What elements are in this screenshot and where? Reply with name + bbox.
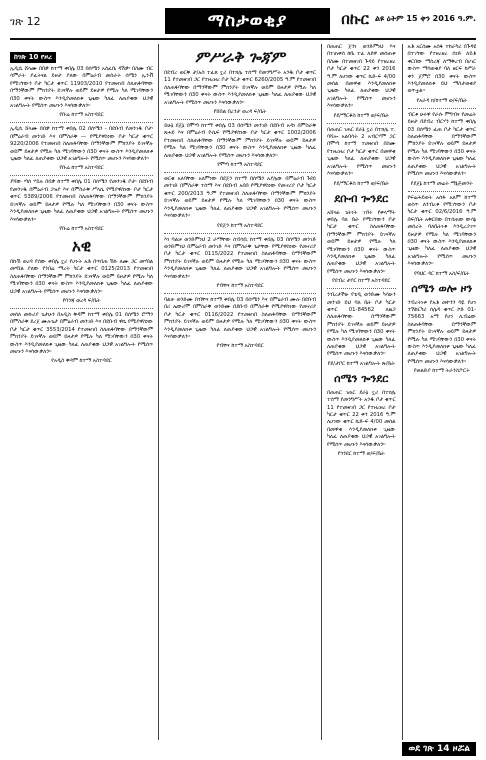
notice-signature: የሞጣ ከተማ አስተዳደር [217,162,263,169]
region-heading: ምሥራቅ ጐጃም [195,48,285,66]
notice-text: ወርቁ አለባቸው አለምነው በደጀን ከተማ በሰሜን አያሌው በምዕራብ ጉደይ መንገድ በምስራቅ ተሰማ እና በደቡብ አበበ የሚያዋስነው የመኖሪያ ቦታ ካርታ ቁጥር 200/2013 ዓ.ም የተመዘገበ ስለጠፋባቸው በማንኛውም ምክንያት ይገናኛሉ ወይም ይዞታዎ የሚሉ ካለ ሚገባቸውን በ30 ቀናት ውስጥ እንዲያመለክቱ ጊዜው ካለፈ ለጠያቂው ህጋዊ አገልግሎት የሚሰጥ መሆኑን እናሳውቃለን። [164,176,316,220]
divider [327,123,396,124]
continued-to-tag: ወደ ገጽ 14 ዞሯል [402,742,476,756]
column-2 [158,44,322,740]
notice-text: ንብረትነቱ የአቶ መኮንን ባዬ የሆነ ተሽከርካሪ ሰሌዳ ቁጥር ኮድ 01-75663 አማ የሆነ ሊብሬው ስለጠፋባቸው በማንኛውም ምክንያት ይገናኛሉ ወይም ይዞታዎ የሚሉ ካለ ሚገባቸውን በ30 ቀናት ውስጥ እንዲያመለክቱ ጊዜው ካለፈ ለጠያቂው ህጋዊ አገልግሎት የሚሰጥ መሆኑን እናሳውቃለን። [407,299,476,365]
notice-signature: የደብረ ታቦር ከተማ አስተዳደር [332,278,391,285]
notice-text: ኢዲሲ ሸላሙ በበቃ ከተማ ቀበሌ 03 በሰሜን አስፈቤ ዳሽቃ፡ በስሙ ብር ሳምራት ያፈትናል ይዞታ ያለው በምዕራብ መስራት ሰሜን ኢንቭ የሚገኘውን ቦታ ካርታ ቁጥር 11903/2010 የተመዘገበ ስለጠፋባቸው በማንኛውም ምክንያት ይገናኛሉ ወይም ይዞታዎ የሚሉ ካለ ሚገባቸውን በ30 ቀናት ውስጥ እንዲያመለክቱ ጊዜው ካለፈ ለጠያቂው ህጋዊ አገልግሎት የሚሰጥ መሆኑን እናሳውቃለን። [10,66,153,110]
divider [10,175,153,176]
notice-text: ኢዲሲ ሸላሙ በበቃ ከተማ ቀበሌ 02 በሰሜን - በደቡብ የመንገዱ ቦታ፡ በምዕራብ መንገድ እና በምስራቅ — የሚያዋስነው ቦታ ካርታ ቁጥር 9220/2006 የተመዘገበ ስለጠፋባቸው በማንኛውም ምክንያት ይገናኛሉ ወይም ይዞታዎ የሚሉ ካለ ሚገባቸውን በ30 ቀናት ውስጥ እንዲያመለክቱ ጊዜው ካለፈ ለጠያቂው ህጋዊ አገልግሎት የሚሰጥ መሆኑን እናሳውቃለን። [10,126,153,163]
divider [164,119,316,120]
divider [164,233,316,234]
notice-text: ያሻው ጣሰ ሃይሉ በበቃ ከተማ ቀበሌ 01 በሰሜን የመንገዱ ቦታ፡ በደቡብ የመንገዱ በምዕራብ ጋዝያ እና በምስራቅ ሥላሴ የሚያዋስነው ቦታ ካርታ ቁጥር 5389/2006 የተመዘገበ ስለጠፋባቸው በማንኛውም ምክንያት ይገናኛሉ ወይም ይዞታዎ የሚሉ ካለ ሚገባቸውን በ30 ቀናት ውስጥ እንዲያመለክቱ ጊዜው ካለፈ ለጠያቂው ህጋዊ አገልግሎት የሚሰጥ መሆኑን እናሳውቃለን። [10,179,153,223]
column-3 [322,44,476,740]
region-heading: ሰሜን ጐንደር [334,371,389,385]
notice-signature: የደጀኔ ከተማ መሬት ማኔጅመንት [410,180,473,187]
region-heading: ደቡብ ጐንደር [334,191,389,205]
notice-text: በጠጠር ገጠር ደራኔ ኗሪ በተክሌ ተ. ባሻሎ አልባሳት 2 አብርሃም ጋር በሞጣ ከተማ ተመዘገበ በስሙ የተዘረዘረ ቦታ ካርታ ቁጥር በመዋቂ ጊዜው ካለፈ ለጠያቂው ህጋዊ አገልግሎት የሚሰጥ መሆኑን እናሳውቃለን። [327,126,396,178]
paper-identity [341,10,476,28]
notice-signature: የቡሬ ከተማ አስተዳደር [59,165,104,172]
divider [408,108,477,109]
divider [164,172,316,173]
notice-signature: የደ/ታቦር ከተማ አገልግሎት ጽ/ቤት [327,360,395,367]
column-1 [10,44,158,740]
continued-from-tag: ከገጽ 10 የዞረ [10,52,56,63]
notice-text: የፍሬሕይወት አሰፋ አለም ከተማ ወስጥ ለንብረቱ የሚገኘውን ቦታ ካርታ ቁጥር 02/6/2016 ዓ.ም በፍ/ቤት አቅርበው በተሰጠው ውሳኔ መሰረት ባለቤትነቱ እንዲረጋገጥ ይዞታዎ የሚሉ ካለ ሚገባቸውን በ30 ቀናት ውስጥ እንዲያመለክቱ ጊዜው ካለፈ ለጠያቂው ህጋዊ አገልግሎት የሚሰጥ መሆኑን እናሳውቃለን። [407,194,476,268]
section-masthead: ማስታወቂያ [165,8,330,34]
divider [10,308,153,309]
divider [10,122,153,123]
notice-signature: የቡሬ ከተማ አስተዳደር [59,112,104,119]
notice-signature: የባንጃ ወረዳ ፍ/ቤት [62,297,101,304]
columns [10,44,476,740]
paper-name: በኩር [341,10,369,28]
divider [327,288,396,289]
notice-text: በደብረ ወርቅ ታ/አስ ተፈጸ ኗሪ በተክሌ ተሰማ የመንግሥት አንዱ ቦታ ቁጥር 11 የተመዘገበ ጋር የተዘረዘረ ቦታ ካርታ ቁጥር 6260/2005 ዓ.ም የተመዘገበ ስለጠፋባቸው በማንኛውም ምክንያት ይገናኛሉ ወይም ይዞታዎ የሚሉ ካለ ሚገባቸውን በ30 ቀናት ውስጥ እንዲያመለክቱ ጊዜው ካለፈ ለጠያቂው ህጋዊ አገልግሎት የሚሰጥ መሆኑን እናሳውቃለን። [164,70,316,106]
notice-text: አሸናፊ ጌትነት ገብሩ የቀላማት ቀበሌ ባለ ቤት የሚገኘውን ቦታ ካርታ ቁጥር ስለጠፋባቸው በማንኛውም ምክንያት ይገናኛሉ ወይም ይዞታዎ የሚሉ ካለ ሚገባቸውን በ30 ቀናት ውስጥ እንዲያመለክቱ ጊዜው ካለፈ ለጠያቂው ህጋዊ አገልግሎት የሚሰጥ መሆኑን እናሳውቃለን። [327,209,396,275]
notice-signature: የብቸና ከተማ አስተዳደር [216,282,264,289]
notice-signature: የአዲስ ቅዳም ከተማ አስተዳደር [51,358,112,365]
issue-date: ልዩ ዕትም 15 ቀን 2016 ዓ.ም. [374,14,476,23]
notice-text: በጠጠር ጀንነ ወንድምነህ እና በተጠቀሰ ከቤ ተፈ ለደዋ መሰጠቱ በስሙ በተመዘገበ ጉዳይ የተዘረዘረ ቦታ ካርታ ቁጥር 22 ቀን 2016 ዓ.ም ለሆነው ቁጥር ኬድ-ፍ 4/00 መሰል በመዋቂ እንዲያመለክቱ ጊዜው ካለፈ ለጠያቂው ህጋዊ አገልግሎት የሚሰጥ መሆኑን እናሳውቃለን። [327,44,396,110]
notice-signature: የቡሬ ከተማ አስተዳደር [59,225,104,232]
notice-signature: የደጀን ከተማ አስተዳደር [217,222,263,229]
notice-text: በጠጠር ገጠር ደራኔ ኗሪ በተክሌ ተሰማ የመንግሥት አንዱ ቦታ ቁጥር 11 የተመዘገበ ጋር የተዘረዘረ ቦታ ካርታ ቁጥር 22 ቀን 2016 ዓ.ም ለሆነው ቁጥር ኬድ-ፍ 4/00 መሰል በመዋቂ እንዲያመለክቱ ጊዜው ካለፈ ለጠያቂው ህጋዊ አገልግሎት የሚሰጥ መሆኑን እናሳውቃለን። [327,389,396,448]
notice-signature: የደ/ማርቆስ ከተማ ወ/ፍ/ቤት [333,112,389,119]
region-heading: ሰሜን ወሎ ዞን [411,281,473,295]
column-4 [402,44,477,740]
notice-text: አቶ አርሰሙ አሰፋ ተከራካሪ በጉዳዩ በተገኘው የተዘረዘረ ሰነድ ለይቶ ቀርበው ማስረጃ ለማቅረብ በሀገር ውስጥ ማሳወቂያ ባለ ዘርፍ ከሥራ ቀን ጀምሮ በ30 ቀናት ውስጥ እንዲያመለክቱ ይህ ማስታወቂያ ወጥቷል። [407,44,476,95]
notice-signature: የብቸና ከተማ አስተዳደር [216,343,264,350]
column-3-left [327,44,396,740]
notice-signature: የባህር ዳር ከተማ አስ/ፍ/ቤት [414,270,470,277]
notice-text: ይሁኔ ደጀኔ በሞጣ ከተማ ቀበሌ 03 በሰሜን መንገድ በደቡብ አዳነ በምስራቅ ጸሐይ እና በምዕራብ ዮሴፍ የሚያዋስነው ቦታ ካርታ ቁጥር 1002/2006 የተመዘገበ ስለጠፋባቸው በማንኛውም ምክንያት ይገናኛሉ ወይም ይዞታዎ የሚሉ ካለ ሚገባቸውን በ30 ቀናት ውስጥ እንዲያመለክቱ ጊዜው ካለፈ ለጠያቂው ህጋዊ አገልግሎት የሚሰጥ መሆኑን እናሳውቃለን። [164,123,316,159]
notice-text: ብርቱ ሁሩዋ የራሱ ምግብና የመሬት ይዞታ በደብረ ብርሃን ከተማ ቀበሌ 03 በሰሜን ፈጠ ቦታ ካርታ ቁጥር ስለጠፋባቸው በማንኛውም ምክንያት ይገናኛሉ ወይም ይዞታዎ የሚሉ ካለ ሚገባቸውን በ30 ቀናት ውስጥ እንዲያመለክቱ ጊዜው ካለፈ ለጠያቂው ህጋዊ አገልግሎት የሚሰጥ መሆኑን እናሳውቃለን። [407,111,476,178]
notice-signature: የሸበል በረንታ ወረዳ ፍ/ቤት [213,109,267,116]
notice-text: ባልቻ ወንድሙ በብቸና ከተማ ቀበሌ 03 በሰሜን እና በምዕራብ ሙሉ በደቡብ በሪ ኤውሪሞ በምስራቅ ወንድሙ በደቡብ በምስራቅ የሚያዋስነው የመኖሪያ ቦታ ካርታ ቁጥር 0116/2022 የተመዘገበ ስለጠፋባቸው በማንኛውም ምክንያት ይገናኛሉ ወይም ይዞታዎ የሚሉ ካለ ሚገባቸውን በ30 ቀናት ውስጥ እንዲያመለክቱ ጊዜው ካለፈ ለጠያቂው ህጋዊ አገልግሎት የሚሰጥ መሆኑን እናሳውቃለን። [164,296,316,340]
notice-text: መሰለ መኩሪያ ጌታሁን በአዲስ ቅዳም ከተማ ቀበሌ 01 በሰሜን ሮማን በምስራቅ ደረጀ ሙሉጌታ በምዕራብ መንገድ እና በደቡብ ዋሴ የሚያዋስነው ቦታ ካርታ ቁጥር 3553/2014 የተመዘገበ ስለጠፋባቸው በማንኛውም ምክንያት ይገናኛሉ ወይም ይዞታዎ የሚሉ ካለ ሚገባቸውን በ30 ቀናት ውስጥ እንዲያመለክቱ ጊዜው ካለፈ ለጠያቂው ህጋዊ አገልግሎት የሚሰጥ መሆኑን እናሳውቃለን። [10,311,153,355]
notice-text: እነ ባልቻ ወንድምነህ 2 ራማቸው ሰብሳቢ ከተማ ቀበሌ 03 በሰሜን መንገድ ወንድምነህ በምዕራብ መንገድ እና በምስራቅ ጌታቸው የሚያዋስነው የመኖሪያ ቦታ ካርታ ቁጥር 0115/2022 የተመዘገበ ስለጠፋባቸው በማንኛውም ምክንያት ይገናኛሉ ወይም ይዞታዎ የሚሉ ካለ ሚገባቸውን በ30 ቀናት ውስጥ እንዲያመለክቱ ጊዜው ካለፈ ለጠያቂው ህጋዊ አገልግሎት የሚሰጥ መሆኑን እናሳውቃለን። [164,236,316,280]
notice-signature: የአራዳ ክ/ከተማ ወ/ፍ/ቤት [416,97,467,104]
notice-signature: የጎንደር ከተማ ወ/ፍ/ቤት [337,451,385,458]
page-number: ገጽ 12 [10,15,41,28]
divider [164,293,316,294]
page-header [10,6,476,40]
notice-signature: የደ/ማርቆስ ከተማ ወ/ፍ/ቤት [333,180,389,187]
notice-signature: የወልድያ ከተማ ትራንስፖርት [413,368,470,375]
notice-text: በኩሽ ወረዳ የሰው ቀበሌ ኗሪ የሆኑት አቶ በጥበጠ ሽኩ ለሙ ጋር መሃበል መሃበል ያለው የንበሬ ማረት ካርታ ቁጥር 0125/2013 የተመዘገበ ስለጠፋባቸው በማንኛውም ምክንያት ይገናኛሉ ወይም ይዞታዎ የሚሉ ካለ ሚገባቸውን በ30 ቀናት ውስጥ እንዲያመለክቱ ጊዜው ካለፈ ለጠያቂው ህጋዊ አገልግሎት የሚሰጥ መሆኑን እናሳውቃለን። [10,258,153,295]
divider [408,191,477,192]
region-heading: አዊ [71,236,92,255]
notice-text: ንብረታችሁ የቴዲ ወንድሙ ካሳሁን መንገድ ይህ ባለ ቤት ቦታ ካርታ ቁጥር 01-84562 ለዜጋ ስለጠፋባቸው በማንኛውም ምክንያት ይገናኛሉ ወይም ይዞታዎ የሚሉ ካለ ሚገባቸውን በ30 ቀናት ውስጥ እንዲያመለክቱ ጊዜው ካለፈ ለጠያቂው ህጋዊ አገልግሎት የሚሰጥ መሆኑን እናሳውቃለን። [327,292,396,358]
